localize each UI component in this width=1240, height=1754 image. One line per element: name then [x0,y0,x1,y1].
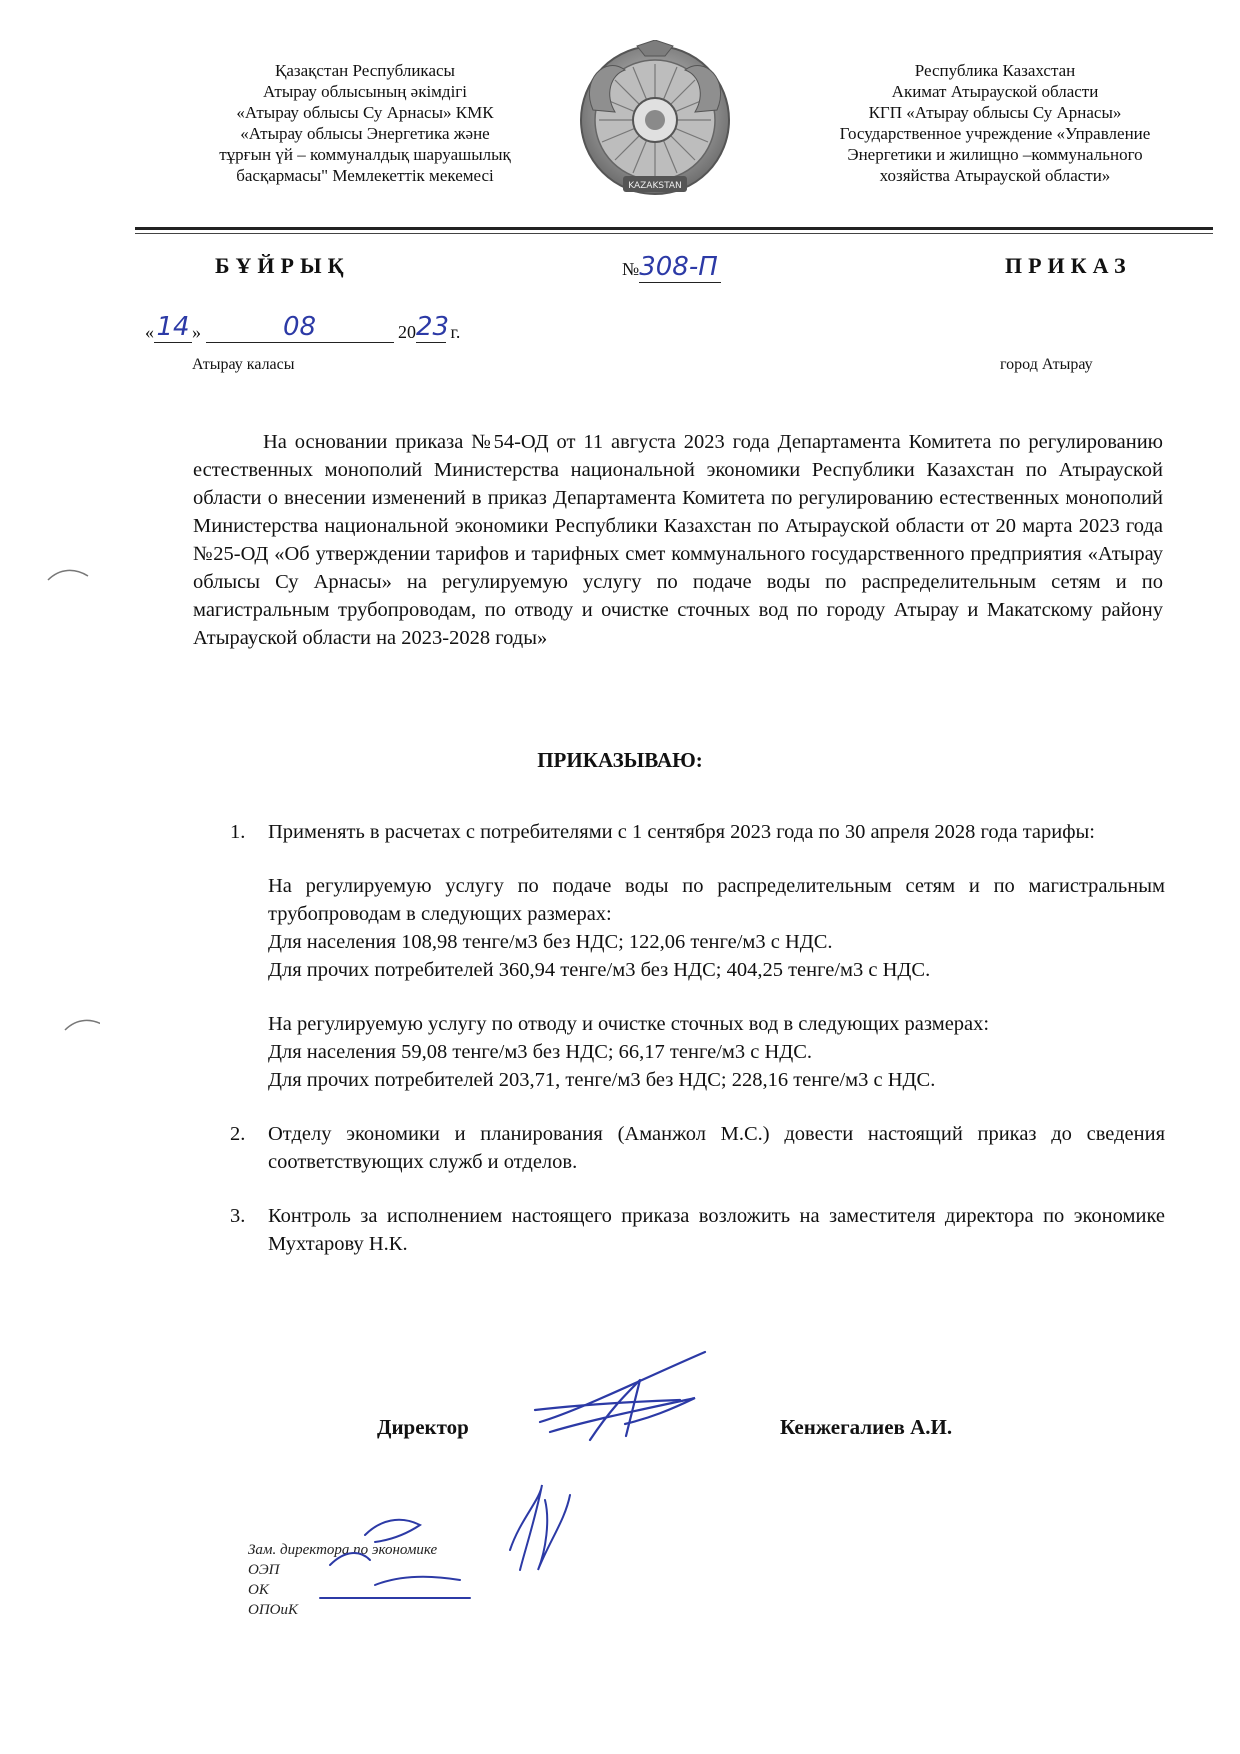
state-emblem-icon [575,40,735,206]
header-kz [185,60,545,186]
header-kz-line: «Атырау облысы Су Арнасы» КМК [236,103,494,122]
list-item [230,818,1165,1094]
coordination-line: ОПОиК [248,1602,298,1618]
header-ru-line: Акимат Атырауской области [891,82,1099,101]
item-number: 2. [230,1123,246,1145]
approval-signatures-icon [310,1480,610,1640]
header-ru-line: Энергетики и жилищно –коммунального [847,145,1143,164]
date-year: 23 [416,312,450,342]
header-ru [800,60,1190,186]
date-year-unit: г. [450,322,461,342]
order-heading: ПРИКАЗЫВАЮ: [537,748,703,772]
order-number-value: 308-П [639,252,718,282]
city-kz: Атырау каласы [192,356,295,373]
city-ru: город Атырау [1000,356,1093,373]
sewage-tariffs [268,1010,1165,1094]
header-ru-line: Республика Казахстан [914,61,1076,80]
water-population: Для населения 108,98 тенге/м3 без НДС; 122,06 тенге/м3 с НДС. [268,931,833,953]
sewage-intro: На регулируемую услугу по отводу и очистке сточных вод в следующих размерах: [268,1013,990,1035]
header-kz-line: басқармасы" Мемлекеттік мекемесі [236,166,494,185]
item-number: 1. [230,821,246,843]
header-kz-line: Қазақстан Республикасы [275,61,455,80]
item-text: Отделу экономики и планирования (Аманжол М.С.) довести настоящий приказ до сведения соответствующих служб и отделов. [268,1123,1165,1173]
emblem-text: KAZAKSTAN [628,181,682,191]
date-day: 14 [156,312,190,342]
sewage-population: Для населения 59,08 тенге/м3 без НДС; 66,17 тенге/м3 с НДС. [268,1041,813,1063]
coordination-line: Зам. директора по экономике [248,1542,438,1558]
header-divider-thick [135,227,1213,230]
punch-marks-icon [40,550,100,1055]
header-kz-line: «Атырау облысы Энергетика және [240,124,490,143]
header-ru-line: хозяйства Атырауской области» [879,166,1111,185]
coordination-line: ОК [248,1582,269,1598]
director-signature-icon [530,1340,730,1460]
water-tariffs [268,872,1165,984]
preamble: На основании приказа №54-ОД от 11 августа 2023 года Департамента Комитета по регулированию естественных монополий Министерства национальной экономики Республики Казахстан по Атырауской области о внесении изменений в приказ Департамента Комитета по регулированию естественных монополий Министерства национальной экономики Республики Казахстан по Атырауской области от 20 марта 2023 года №25-ОД «Об утверждении тарифов и тарифных смет коммунального государственного предприятия «Атырау облысы Су Арнасы» на регулируемую услугу по подаче воды по распределительным сетям и по магистральным трубопроводам, по отводу и очистке сточных вод по городу Атырау и Макатскому району Атырауской области на 2023-2028 годы» [193,431,1163,649]
date-open-quote: « [145,322,154,342]
water-intro: На регулируемую услугу по подаче воды по распределительным сетям и по магистральным трубопроводам в следующих размерах: [268,875,1165,925]
order-date [145,312,460,343]
list-item [230,1120,1165,1176]
signature-title: Директор [377,1415,469,1439]
header-kz-line: тұрғын үй – коммуналдық шаруашылық [219,145,511,164]
title-kz: БҰЙРЫҚ [215,253,350,278]
signature-name: Кенжегалиев А.И. [780,1415,953,1439]
date-close-quote: » [192,322,201,342]
sewage-others: Для прочих потребителей 203,71, тенге/м3 без НДС; 228,16 тенге/м3 с НДС. [268,1069,936,1091]
item-number: 3. [230,1205,246,1227]
water-others: Для прочих потребителей 360,94 тенге/м3 без НДС; 404,25 тенге/м3 с НДС. [268,959,931,981]
order-items [230,818,1165,1284]
item-text: Применять в расчетах с потребителями с 1 сентября 2023 года по 30 апреля 2028 года тарифы: [268,821,1096,843]
title-ru: ПРИКАЗ [1005,253,1132,278]
date-year-prefix: 20 [398,322,416,342]
header-ru-line: Государственное учреждение «Управление [839,124,1151,143]
header-divider-thin [135,233,1213,234]
coordination-line: ОЭП [248,1562,280,1578]
item-text: Контроль за исполнением настоящего приказа возложить на заместителя директора по экономике Мухтарову Н.К. [268,1205,1165,1255]
date-month: 08 [282,312,317,342]
order-number [622,252,721,283]
header-ru-line: КГП «Атырау облысы Су Арнасы» [868,103,1122,122]
order-number-prefix: № [622,259,640,279]
list-item [230,1202,1165,1258]
header-kz-line: Атырау облысының әкімдігі [262,82,468,101]
